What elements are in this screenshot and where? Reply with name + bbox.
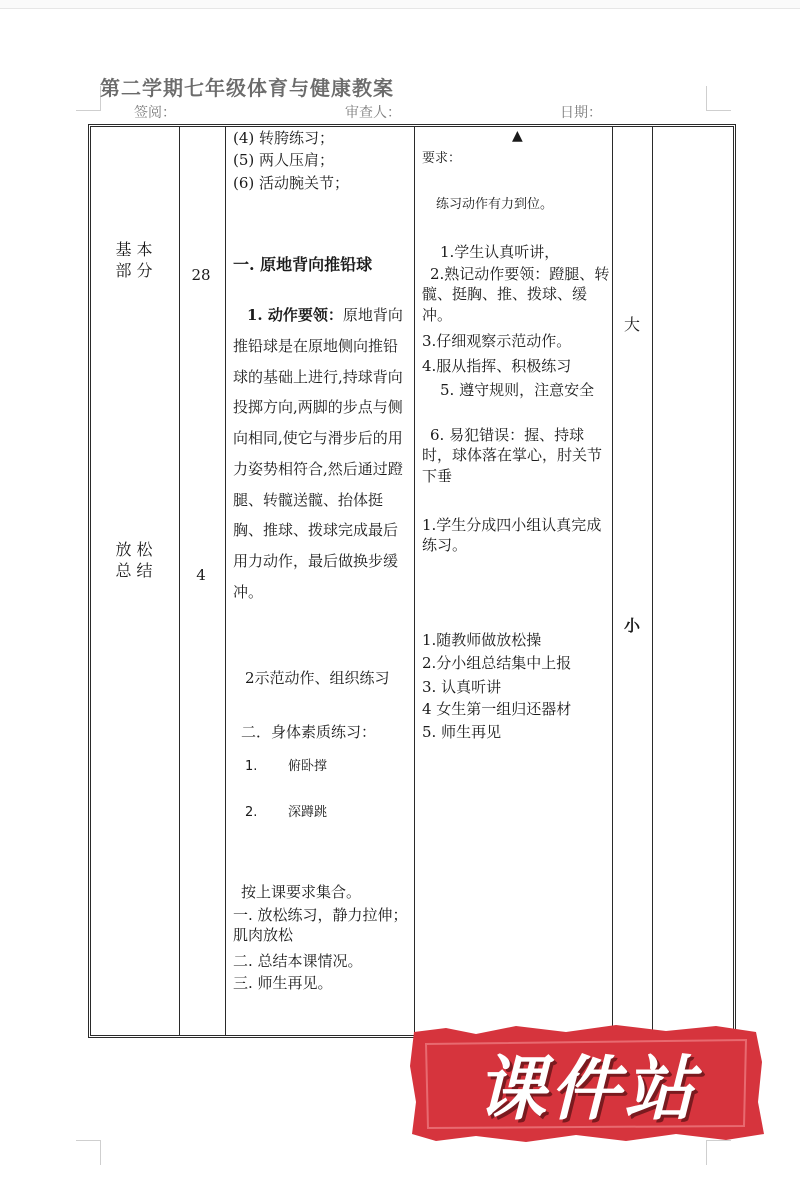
drill-number: 1. [245,759,258,774]
drill-number: 2. [245,805,258,820]
minutes-basic: 28 [191,266,211,284]
viewer-top-bar [0,0,800,9]
intensity-small: 小 [623,616,640,635]
relax-item: 3. 认真听讲 [422,678,502,696]
student-item: 3.仔细观察示范动作。 [422,332,572,350]
student-item: 6. 易犯错误：握、持球时，球体落在掌心，肘关节下垂 [422,426,603,485]
sign-label: 签阅： [134,105,176,121]
column-divider [652,127,653,1035]
watermark-logo [406,1022,768,1144]
page-corner-mark [76,86,101,111]
closing-item: 按上课要求集合。 [241,883,362,901]
triangle-marker: ▲ [512,128,523,144]
requirement-text: 练习动作有力到位。 [436,197,554,212]
essentials-label: 1. 动作要领： [247,306,343,324]
closing-item: 一. 放松练习，静力拉伸；肌肉放松 [233,906,408,945]
column-divider [612,127,613,1035]
warmup-item: (4) 转胯练习； [233,129,335,147]
heading-fitness: 二．身体素质练习： [241,723,377,741]
date-label: 日期： [560,105,602,121]
warmup-item: (5) 两人压肩； [233,151,335,169]
intensity-big: 大 [623,315,640,334]
drill-squat-jump: 深蹲跳 [288,805,328,820]
drill-pushup: 俯卧撑 [288,759,328,774]
relax-item: 4 女生第一组归还器材 [422,700,572,718]
closing-item: 三. 师生再见。 [233,974,333,992]
essentials-text: 原地背向推铅球是在原地侧向推铅球的基础上进行,持球背向投掷方向,两脚的步点与侧向相同,使它与滑步后的用力姿势相符合,然后通过蹬腿、转髋送髋、抬体挺胸、推球、拨球完成最后用力动作，最后做换步缓冲。 [233,306,403,601]
group-practice: 1.学生分成四小组认真完成练习。 [422,516,602,555]
minutes-relax: 4 [196,566,206,584]
student-item: 2.熟记动作要领：蹬腿、转髋、挺胸、推、拨球、缓冲。 [422,265,610,324]
section-basic: 基 本 部 分 [115,240,153,280]
requirement-label: 要求： [422,151,462,166]
relax-item: 1.随教师做放松操 [422,631,542,649]
page-corner-mark [76,1140,101,1165]
page-corner-mark [706,86,731,111]
relax-item: 2.分小组总结集中上报 [422,654,572,672]
reviewer-label: 审查人： [345,105,401,121]
student-item: 5. 遵守规则，注意安全 [440,381,595,399]
student-item: 1.学生认真听讲， [440,243,560,261]
column-divider [225,127,226,1035]
heading-shot-put: 一. 原地背向推铅球 [233,255,373,274]
closing-item: 二. 总结本课情况。 [233,952,363,970]
relax-item: 5. 师生再见 [422,723,502,741]
demo-text: 2示范动作、组织练习 [245,669,390,687]
page-title: 第二学期七年级体育与健康教案 [100,76,394,100]
student-item: 4.服从指挥、积极练习 [422,357,572,375]
section-relax: 放 松 总 结 [115,540,153,580]
essentials-paragraph [233,300,411,608]
warmup-item: (6) 活动腕关节； [233,174,350,192]
logo-text: 课件站 [476,1047,698,1130]
